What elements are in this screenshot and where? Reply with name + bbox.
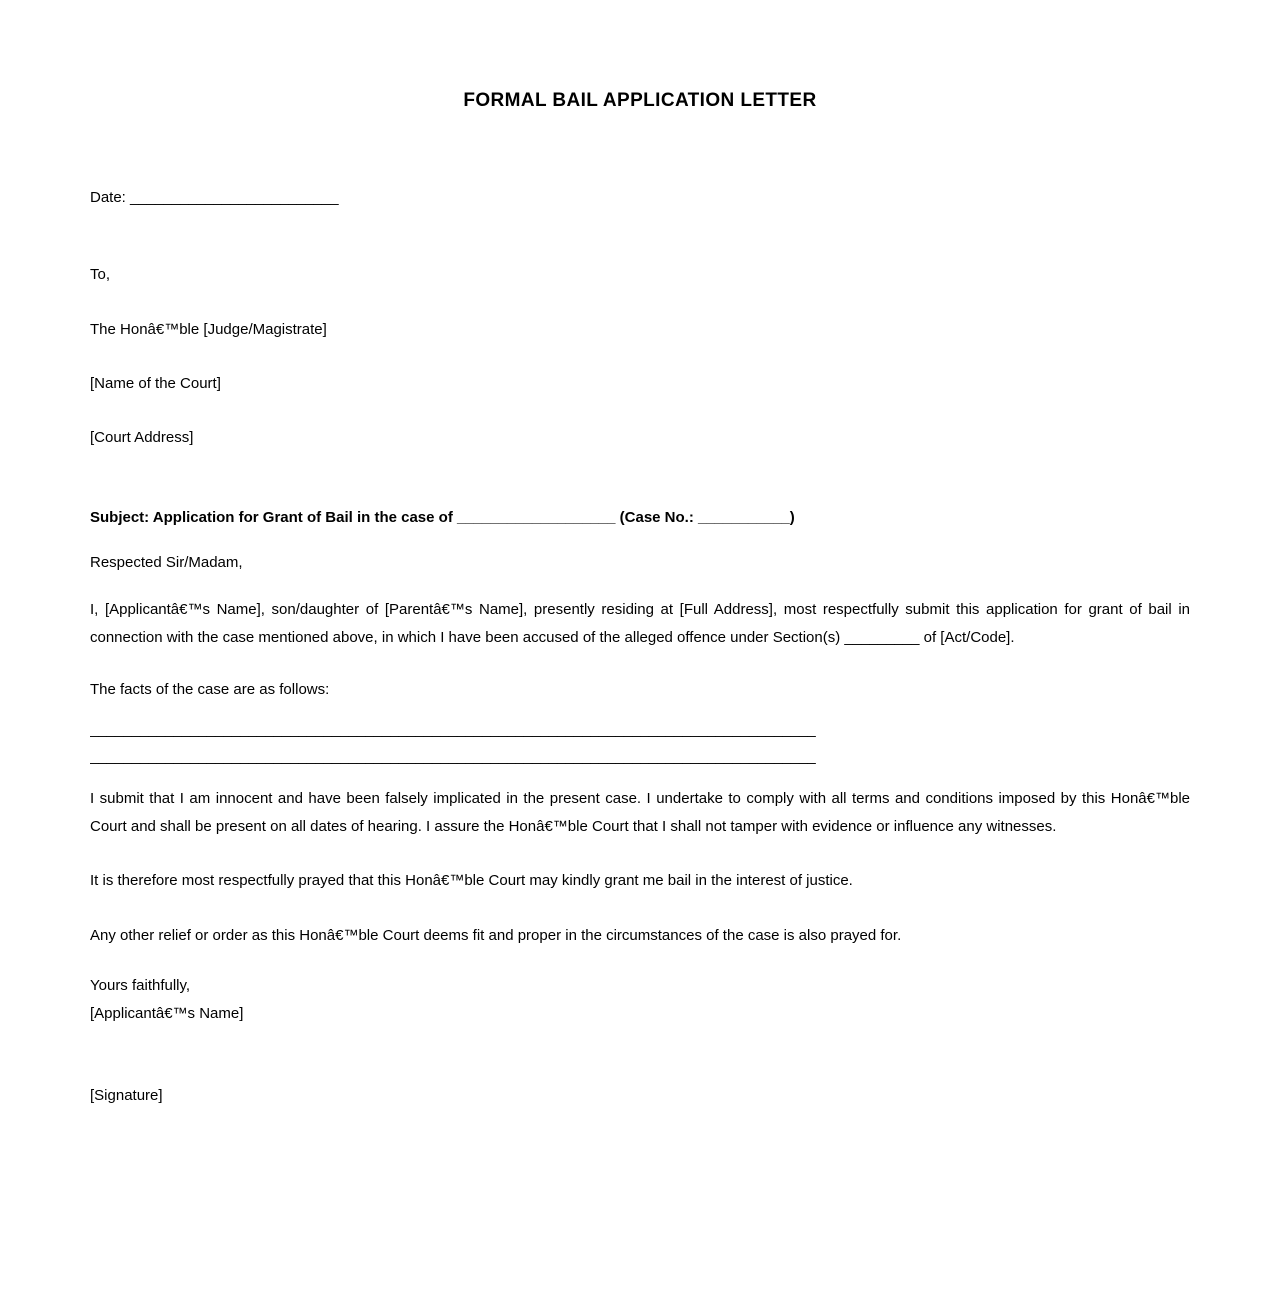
facts-intro-line: The facts of the case are as follows: xyxy=(90,681,330,698)
facts-blank-line-2: _______________________________________________________________________________________ xyxy=(90,748,816,765)
paragraph-undertaking: I submit that I am innocent and have been falsely implicated in the present case. I undertake to comply with all terms and conditions imposed by this Honâ€™ble Court and shall be present on all dates of hearing. I assure the Honâ€™ble Court that I shall not tamper with evidence or influence any witnesses. xyxy=(90,790,1190,835)
recipient-judge-line: The Honâ€™ble [Judge/Magistrate] xyxy=(90,321,327,338)
letter-title: FORMAL BAIL APPLICATION LETTER xyxy=(463,90,817,111)
closing-line: Yours faithfully, xyxy=(90,977,191,994)
recipient-court-name: [Name of the Court] xyxy=(90,375,221,392)
applicant-name-line: [Applicantâ€™s Name] xyxy=(90,1005,244,1022)
signature-placeholder: [Signature] xyxy=(90,1087,163,1104)
date-line: Date: _________________________ xyxy=(90,189,339,206)
subject-line: Subject: Application for Grant of Bail in the case of ___________________ (Case No.: ___________) xyxy=(90,509,795,526)
recipient-court-address: [Court Address] xyxy=(90,429,194,446)
paragraph-prayer: It is therefore most respectfully prayed that this Honâ€™ble Court may kindly grant me bail in the interest of justice. xyxy=(90,872,853,889)
paragraph-intro: I, [Applicantâ€™s Name], son/daughter of [Parentâ€™s Name], presently residing at [Full Address], most respectfully submit this application for grant of bail in connection with the case mentioned above, in which I have been accused of the alleged offence under Section(s) _________ of [Act/Code]. xyxy=(90,601,1190,646)
facts-blank-line-1: _______________________________________________________________________________________ xyxy=(90,721,816,738)
greeting-line: Respected Sir/Madam, xyxy=(90,554,243,571)
recipient-to: To, xyxy=(90,266,111,283)
paragraph-additional-relief: Any other relief or order as this Honâ€™ble Court deems fit and proper in the circumstances of the case is also prayed for. xyxy=(90,927,902,944)
